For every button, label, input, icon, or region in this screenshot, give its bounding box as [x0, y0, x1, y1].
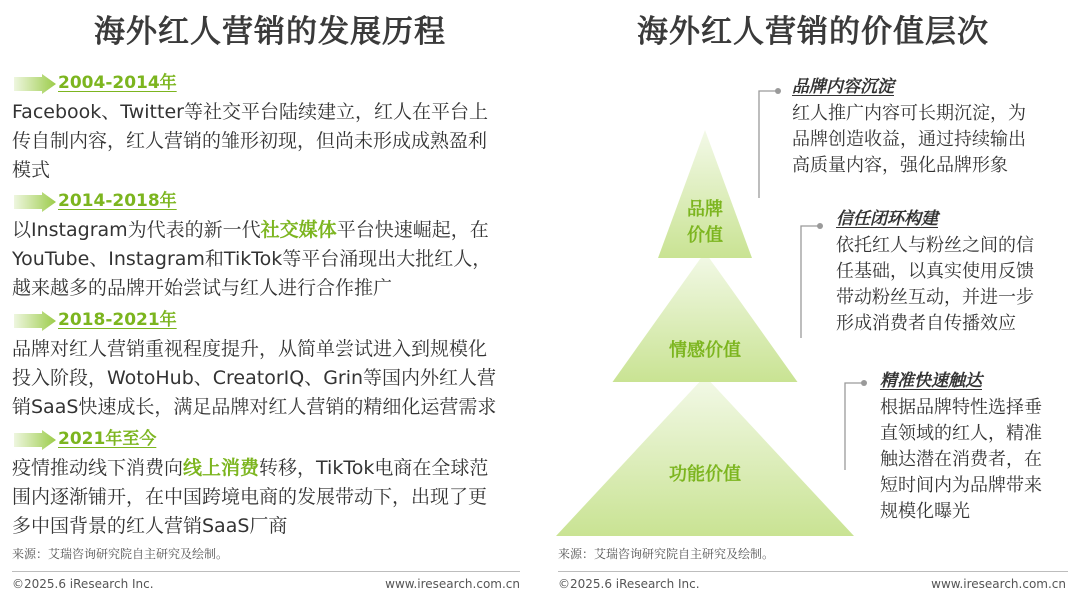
description-line: [12, 364, 526, 393]
period-label: 2014-2018年: [58, 191, 177, 211]
value-description: [836, 233, 1034, 337]
period-label: 2018-2021年: [58, 310, 177, 330]
connector-line: [759, 91, 778, 198]
description-line: 任基础，以真实使用反馈: [836, 261, 1034, 282]
description-line: [12, 512, 526, 541]
description-line: [12, 245, 526, 274]
highlight-keyword: 线上消费: [183, 457, 260, 479]
value-block: [880, 370, 1042, 525]
period-header: [12, 190, 526, 214]
value-block: [836, 208, 1034, 337]
description-line: [12, 127, 526, 156]
text-segment: 疫情推动线下消费向: [12, 457, 184, 479]
dot-icon: [817, 223, 823, 229]
value-title: 精准快速触达: [880, 371, 982, 391]
period-description: [12, 454, 526, 541]
description-line: [12, 216, 526, 245]
value-block: [792, 76, 1026, 179]
period-header: [12, 309, 526, 333]
period-item: [12, 309, 526, 422]
description-line: 触达潜在消费者，在: [880, 449, 1042, 470]
text-segment: 转移，TikTok电商在全球范: [259, 457, 489, 479]
text-segment: 投入阶段，WotoHub、CreatorIQ、Grin等国内外红人营: [12, 367, 497, 389]
footer-divider: [12, 571, 520, 572]
description-line: [12, 483, 526, 512]
description-line: 依托红人与粉丝之间的信: [836, 235, 1034, 256]
pyramid-tier-3: [556, 376, 854, 536]
value-title: 品牌内容沉淀: [792, 77, 894, 97]
panel-title: 海外红人营销的价值层次: [637, 14, 989, 50]
text-segment: YouTube、Instagram和TikTok等平台涌现出大批红人，: [12, 248, 492, 270]
description-line: [12, 393, 526, 422]
source-note: 来源：艾瑞咨询研究院自主研究及绘制。: [12, 547, 229, 561]
description-line: [12, 454, 526, 483]
arrow-right-icon: [14, 192, 56, 212]
description-line: [12, 98, 526, 127]
text-segment: 平台快速崛起，在: [336, 219, 489, 241]
connector-line: [845, 383, 864, 470]
text-segment: 越来越多的品牌开始尝试与红人进行合作推广: [12, 277, 393, 299]
description-line: [12, 274, 526, 303]
description-line: [12, 335, 526, 364]
dot-icon: [775, 88, 781, 94]
text-segment: 品牌对红人营销重视程度提升，从简单尝试进入到规模化: [12, 338, 488, 360]
website-link[interactable]: www.iresearch.com.cn: [931, 577, 1066, 591]
text-segment: Facebook、Twitter等社交平台陆续建立，红人在平台上: [12, 101, 488, 123]
dot-icon: [861, 380, 867, 386]
pyramid-level-label: 品牌: [687, 199, 723, 220]
text-segment: 模式: [12, 159, 51, 181]
highlight-keyword: 社交媒体: [260, 219, 337, 241]
description-line: 品牌创造收益，通过持续输出: [792, 129, 1026, 150]
pyramid-level-label: 价值: [687, 225, 723, 246]
source-note: 来源：艾瑞咨询研究院自主研究及绘制。: [558, 547, 775, 561]
connector-line: [801, 226, 820, 338]
copyright: ©2025.6 iResearch Inc.: [12, 577, 154, 591]
description-line: 根据品牌特性选择垂: [880, 397, 1042, 418]
panel-title: 海外红人营销的发展历程: [94, 14, 446, 50]
pyramid-level-label: 功能价值: [669, 464, 741, 485]
period-label: 2021年至今: [58, 429, 157, 449]
description-line: 直领域的红人，精准: [880, 423, 1042, 444]
description-line: 形成消费者自传播效应: [836, 313, 1016, 334]
value-description: [792, 101, 1026, 179]
arrow-right-icon: [14, 311, 56, 331]
pyramid-tier-2: [613, 252, 798, 382]
footer-divider: [558, 571, 1068, 572]
pyramid-level-label: 情感价值: [669, 340, 741, 361]
description-line: 短时间内为品牌带来: [880, 475, 1042, 496]
period-item: [12, 428, 526, 541]
period-item: [12, 72, 526, 185]
website-link[interactable]: www.iresearch.com.cn: [385, 577, 520, 591]
description-line: 红人推广内容可长期沉淀，为: [792, 103, 1026, 124]
description-line: 带动粉丝互动，并进一步: [836, 287, 1034, 308]
arrow-right-icon: [14, 74, 56, 94]
description-line: 规模化曝光: [880, 501, 970, 522]
copyright: ©2025.6 iResearch Inc.: [558, 577, 700, 591]
arrow-right-icon: [14, 430, 56, 450]
text-segment: 围内逐渐铺开，在中国跨境电商的发展带动下，出现了更: [12, 486, 488, 508]
period-item: [12, 190, 526, 303]
description-line: 高质量内容，强化品牌形象: [792, 155, 1008, 176]
text-segment: 传自制内容，红人营销的雏形初现，但尚未形成成熟盈利: [12, 130, 488, 152]
period-header: [12, 72, 526, 96]
description-line: [12, 156, 526, 185]
text-segment: 以Instagram为代表的新一代: [12, 219, 261, 241]
period-label: 2004-2014年: [58, 73, 177, 93]
value-title: 信任闭环构建: [836, 209, 938, 229]
value-levels-panel: [546, 0, 1080, 601]
period-description: [12, 98, 526, 185]
period-description: [12, 216, 526, 303]
period-header: [12, 428, 526, 452]
text-segment: 销SaaS快速成长，满足品牌对红人营销的精细化运营需求: [12, 396, 497, 418]
text-segment: 多中国背景的红人营销SaaS厂商: [12, 515, 288, 537]
period-description: [12, 335, 526, 422]
value-description: [880, 395, 1042, 525]
